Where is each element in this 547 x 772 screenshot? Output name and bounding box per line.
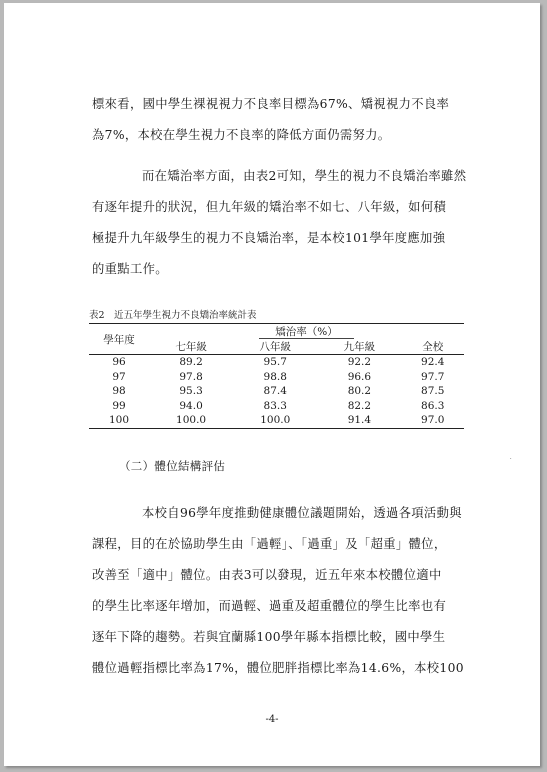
cell-grade9: 91.4 [317, 413, 401, 428]
section-heading: （二）體位結構評估 [119, 459, 226, 473]
table-row [89, 399, 464, 414]
cell-grade7: 100.0 [149, 413, 233, 428]
text-line: 的學生比率逐年增加，而過輕、過重及超重體位的學生比率也有 [92, 599, 447, 613]
table-caption: 表2 近五年學生視力不良矯治率統計表 [89, 310, 257, 321]
cell-grade8: 95.7 [263, 356, 287, 369]
scan-speck: ˙ [509, 458, 513, 466]
text-line: 本校自96學年度推動健康體位議題開始，透過各項活動與 [142, 506, 462, 520]
column-header-grade7: 七年級 [149, 339, 233, 355]
text-line: 極提升九年級學生的視力不良矯治率，是本校101學年度應加強 [92, 231, 446, 245]
cell-grade8: 98.8 [263, 370, 287, 383]
cell-year: 98 [112, 385, 126, 398]
cell-grade7: 95.3 [179, 385, 203, 398]
text-line: 課程，目的在於協助學生由「過輕」、「過重」及「超重」體位， [92, 537, 447, 551]
text-line: 標來看，國中學生裸視視力不良率目標為67%、矯視視力不良率 [92, 97, 450, 111]
table-row [89, 413, 464, 428]
text-line: 體位過輕指標比率為17%，體位肥胖指標比率為14.6%，本校100 [92, 661, 464, 675]
table-row [89, 384, 464, 399]
text-line: 為7%，本校在學生視力不良率的降低方面仍需努力。 [92, 128, 391, 142]
cell-grade9: 80.2 [347, 385, 372, 398]
cell-total: 92.4 [421, 356, 445, 369]
column-header-grade9: 九年級 [317, 339, 401, 355]
cell-year: 100 [89, 413, 149, 428]
cell-total: 97.7 [421, 370, 445, 383]
column-header-total: 全校 [401, 339, 464, 355]
cell-grade9: 96.6 [347, 370, 372, 383]
text-line: 有逐年提升的狀況，但九年級的矯治率不如七、八年級，如何積 [92, 200, 447, 214]
cell-year: 96 [112, 356, 126, 369]
text-line: 改善至「適中」體位。由表3可以發現，近五年來本校體位適中 [92, 568, 442, 582]
table-row [89, 370, 464, 385]
cell-year: 97 [112, 370, 126, 383]
cell-grade8: 100.0 [233, 413, 317, 428]
cell-total: 87.5 [421, 385, 445, 398]
cell-grade7: 97.8 [179, 370, 203, 383]
table-row [89, 355, 464, 370]
text-line: 而在矯治率方面，由表2可知，學生的視力不良矯治率雖然 [142, 169, 467, 183]
column-header-grade8: 八年級 [233, 339, 317, 355]
cell-total: 97.0 [401, 413, 464, 428]
correction-rate-table [89, 323, 464, 429]
year-column-header: 學年度 [89, 324, 149, 355]
text-line: 逐年下降的趨勢。若與宜蘭縣100學年縣本指標比較，國中學生 [92, 630, 446, 644]
paragraph-body-weight [92, 498, 482, 684]
cell-year: 99 [112, 399, 126, 412]
cell-grade9: 82.2 [347, 399, 372, 412]
document-page [4, 3, 540, 766]
text-line: 的重點工作。 [92, 262, 168, 276]
paragraph-vision-rate [92, 89, 482, 151]
cell-total: 86.3 [421, 399, 445, 412]
correction-rate-group-header [149, 324, 464, 340]
page-number: -4- [265, 714, 279, 725]
cell-grade9: 92.2 [347, 356, 372, 369]
cell-grade7: 89.2 [179, 356, 203, 369]
cell-grade7: 94.0 [179, 399, 203, 412]
group-header-label: 矯治率（%） [259, 326, 353, 339]
cell-grade8: 87.4 [263, 385, 287, 398]
paragraph-correction-rate [92, 161, 482, 285]
cell-grade8: 83.3 [263, 399, 287, 412]
